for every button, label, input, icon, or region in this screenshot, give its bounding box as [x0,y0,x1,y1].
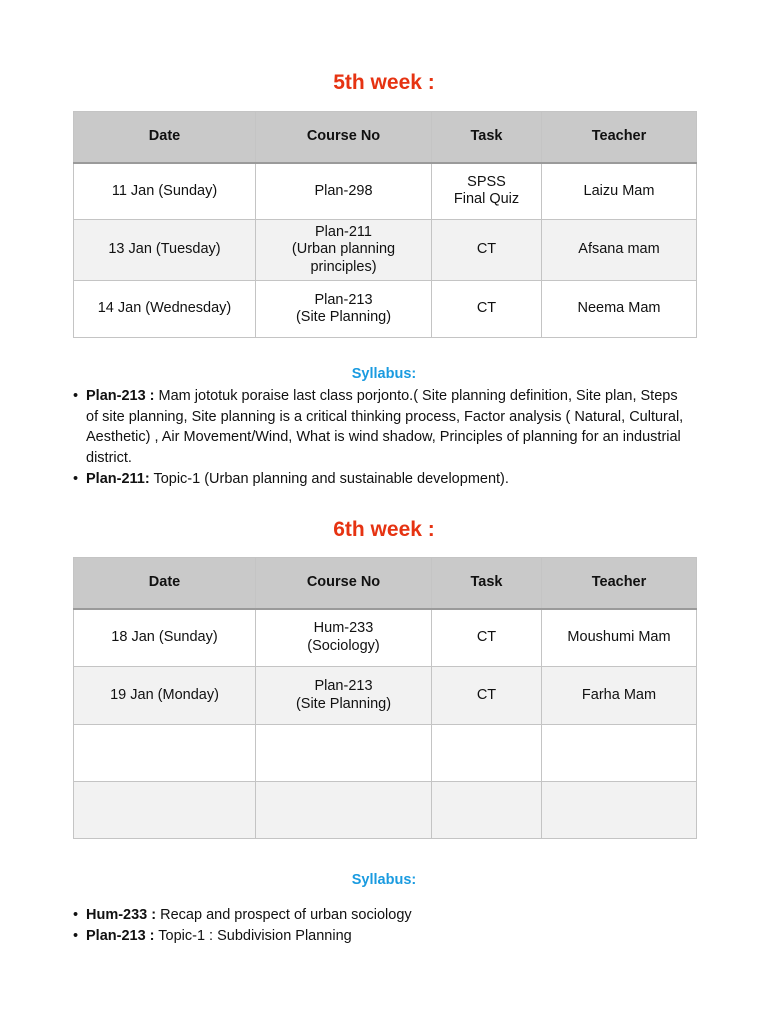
syllabus-course-code: Plan-213 : [86,927,155,944]
column-header-task: Task [432,558,542,609]
task-cell [432,281,542,338]
task-cell [432,725,542,782]
list-item [73,386,693,469]
syllabus-text: Topic-1 : Subdivision Planning [154,927,352,944]
table-row [74,609,697,667]
date-cell [74,782,256,839]
task-line: CT [476,241,497,258]
syllabus-course-code: Hum-233 : [86,907,157,923]
course-line: (Site Planning) [295,309,392,325]
task-line: CT [476,686,497,703]
column-header-date: Date [74,558,256,609]
task-line: CT [476,629,497,645]
course-line: Plan-298 [314,182,373,199]
table-row [74,725,697,782]
week6-syllabus-list [73,905,693,946]
course-line: (Sociology) [307,637,380,654]
list-item [73,926,693,947]
course-line: Plan-213 [314,678,373,694]
teacher-cell: Moushumi Mam [542,609,697,667]
column-header-teacher: Teacher [542,112,697,163]
week6-syllabus-heading: Syllabus: [351,872,417,888]
table-row [74,782,697,839]
column-header-course: Course No [256,112,432,163]
week5-title: 5th week : [333,71,435,94]
teacher-cell: Farha Mam [542,667,697,725]
table-header-row [74,558,697,609]
task-cell [432,782,542,839]
syllabus-text: Recap and prospect of urban sociology [156,907,412,923]
syllabus-text: Topic-1 (Urban planning and sustainable development). [149,470,509,487]
task-cell [432,609,542,667]
course-line: (Site Planning) [295,695,392,712]
course-line: Plan-211 [315,223,372,240]
teacher-cell: Laizu Mam [542,163,697,220]
date-cell: 18 Jan (Sunday) [74,609,256,667]
column-header-teacher: Teacher [542,558,697,609]
syllabus-course-code: Plan-211: [86,470,150,487]
list-item [73,469,693,490]
teacher-cell: Neema Mam [542,281,697,338]
table-row [74,281,697,338]
column-header-date: Date [74,112,256,163]
column-header-course: Course No [256,558,432,609]
course-cell [256,782,432,839]
table-row [74,163,697,220]
date-cell: 11 Jan (Sunday) [74,163,256,220]
week5-syllabus-heading: Syllabus: [351,366,417,382]
course-cell [256,163,432,220]
date-cell: 14 Jan (Wednesday) [74,281,256,338]
table-header-row [74,112,697,163]
date-cell: 19 Jan (Monday) [74,667,256,725]
task-cell [432,667,542,725]
date-cell: 13 Jan (Tuesday) [74,220,256,281]
course-cell [256,281,432,338]
task-line: Final Quiz [453,191,520,208]
task-cell [432,163,542,220]
task-cell [432,220,542,281]
course-cell [256,667,432,725]
task-line: CT [476,300,497,317]
week5-schedule-table [73,111,697,338]
teacher-cell [542,725,697,782]
task-line: SPSS [467,173,506,190]
teacher-cell: Afsana mam [542,220,697,281]
table-row [74,220,697,281]
course-line: principles) [310,258,377,275]
syllabus-text: Mam jototuk poraise last class porjonto.( Site planning definition, Site plan, Steps of site planning, Site planning is a critical thinking process, Factor analysis ( Natural, Cultural, Aesthetic) , Air Movement/Wind, What is wind shadow, Principles of planning for an industrial district. [86,388,684,467]
course-line: Plan-213 [314,291,373,308]
list-item [73,905,693,926]
course-cell [256,220,432,281]
course-cell [256,725,432,782]
course-line: (Urban planning [291,241,396,258]
week6-title: 6th week : [333,518,435,541]
course-cell [256,609,432,667]
date-cell [74,725,256,782]
week5-syllabus-list [73,386,693,490]
week6-schedule-table [73,557,697,839]
column-header-task: Task [432,112,542,163]
syllabus-course-code: Plan-213 : [86,388,155,404]
course-line: Hum-233 [313,620,374,637]
teacher-cell [542,782,697,839]
table-row [74,667,697,725]
